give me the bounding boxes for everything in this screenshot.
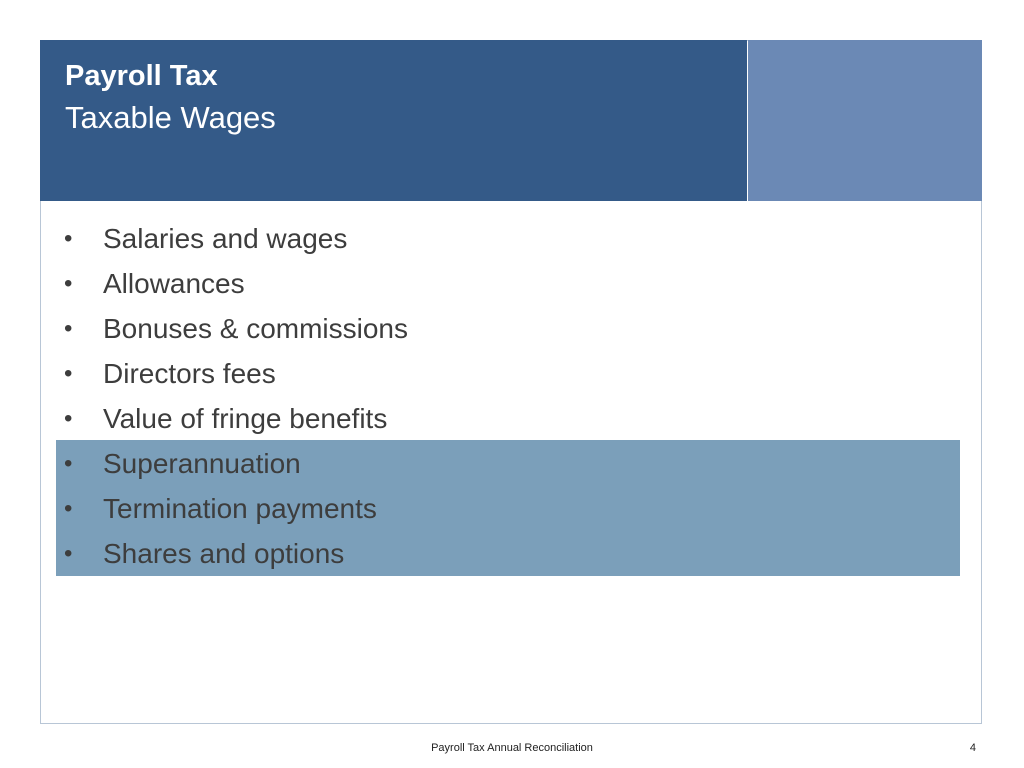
bullet-marker: • bbox=[64, 405, 73, 432]
bullet-text: Directors fees bbox=[103, 358, 276, 389]
bullet-text: Allowances bbox=[103, 268, 245, 299]
header-accent-block bbox=[748, 40, 982, 201]
bullet-text: Value of fringe benefits bbox=[103, 403, 388, 434]
page-number: 4 bbox=[969, 742, 976, 754]
bullet-marker: • bbox=[64, 495, 73, 522]
bullet-text: Bonuses & commissions bbox=[103, 313, 409, 344]
bullet-marker: • bbox=[64, 450, 73, 477]
bullet-text: Superannuation bbox=[103, 448, 301, 479]
bullet-marker: • bbox=[64, 315, 73, 342]
footer-text: Payroll Tax Annual Reconciliation bbox=[431, 742, 593, 754]
bullet-marker: • bbox=[64, 225, 73, 252]
bullet-marker: • bbox=[64, 360, 73, 387]
slide-subtitle: Taxable Wages bbox=[65, 100, 276, 135]
bullet-text: Shares and options bbox=[103, 538, 345, 569]
bullet-text: Salaries and wages bbox=[103, 223, 348, 254]
slide-title: Payroll Tax bbox=[65, 60, 218, 92]
bullet-text: Termination payments bbox=[103, 493, 377, 524]
bullet-marker: • bbox=[64, 270, 73, 297]
bullet-marker: • bbox=[64, 540, 73, 567]
